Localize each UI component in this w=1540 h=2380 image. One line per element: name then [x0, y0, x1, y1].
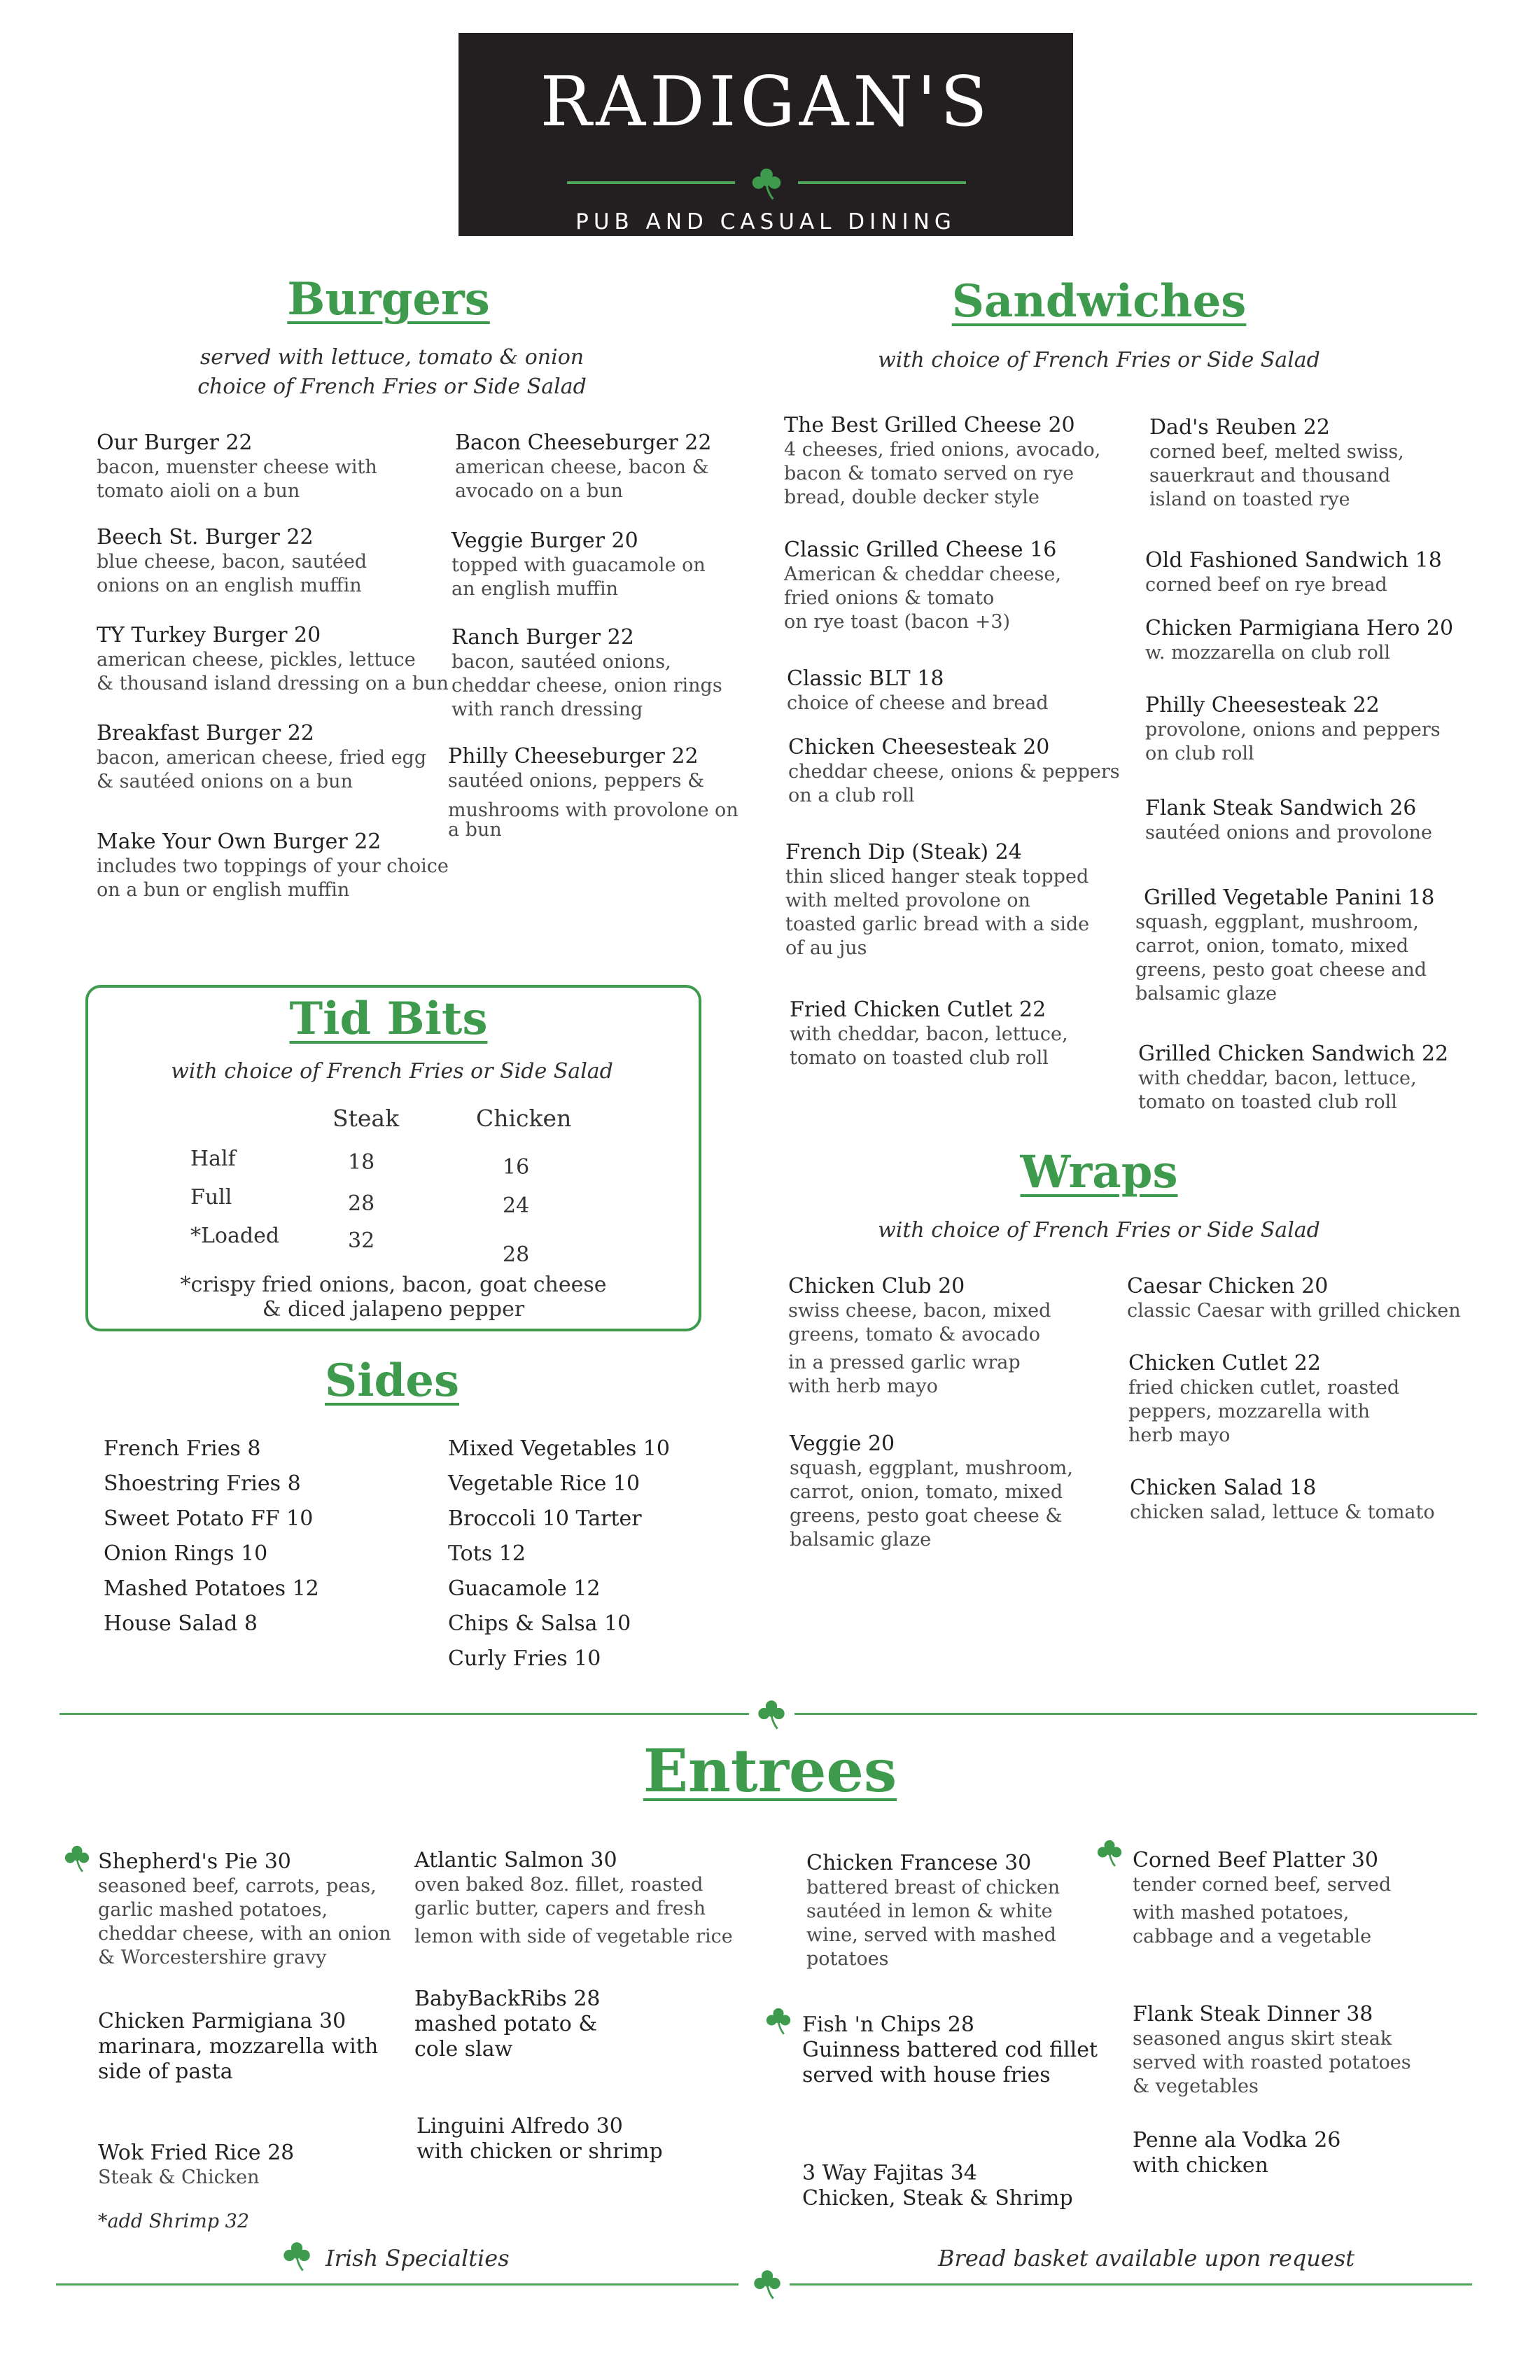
item-desc: on rye toast (bacon +3)	[784, 611, 1011, 633]
menu-item	[97, 830, 449, 902]
shamrock-icon	[280, 2239, 314, 2272]
logo-tagline: PUB AND CASUAL DINING	[575, 209, 956, 234]
item-desc: greens, pesto goat cheese and	[1135, 959, 1427, 981]
sides-heading: Sides	[324, 1354, 460, 1407]
item-desc: sautéed onions, peppers &	[448, 770, 705, 792]
item-desc: cheddar cheese, with an onion	[98, 1923, 391, 1945]
item-name: Fish 'n Chips 28	[802, 2012, 974, 2037]
item-desc: cheddar cheese, onion rings	[451, 675, 722, 696]
menu-item	[1128, 1351, 1399, 1448]
side-item: Sweet Potato FF 10	[104, 1506, 314, 1531]
item-desc: with cheddar, bacon, lettuce,	[1138, 1068, 1417, 1089]
item-desc: squash, eggplant, mushroom,	[790, 1457, 1073, 1479]
item-name: Make Your Own Burger 22	[97, 830, 382, 854]
menu-item	[97, 623, 449, 696]
item-desc: with ranch dressing	[451, 699, 643, 720]
menu-item	[1133, 2128, 1340, 2178]
tidbits-col-steak: Steak	[332, 1105, 400, 1132]
item-desc: bacon & tomato served on rye	[784, 463, 1074, 484]
item-desc: sautéed onions and provolone	[1145, 822, 1432, 844]
item-desc: greens, tomato & avocado	[788, 1324, 1041, 1345]
menu-item	[414, 1848, 733, 1949]
item-desc: provolone, onions and peppers	[1145, 719, 1441, 741]
menu-item	[1145, 796, 1432, 845]
item-desc: herb mayo	[1128, 1424, 1231, 1446]
item-desc: carrot, onion, tomato, mixed	[1135, 935, 1409, 957]
item-name: Corned Beef Platter 30	[1133, 1848, 1378, 1872]
item-name: Ranch Burger 22	[451, 625, 634, 650]
burgers-heading: Burgers	[287, 273, 490, 326]
item-name: Penne ala Vodka 26	[1133, 2128, 1341, 2152]
item-desc: american cheese, bacon &	[455, 456, 709, 478]
side-item: House Salad 8	[104, 1611, 258, 1636]
item-desc: side of pasta	[98, 2059, 233, 2084]
item-name: Shepherd's Pie 30	[98, 1849, 291, 1874]
item-name: Chicken Parmigiana Hero 20	[1145, 616, 1454, 640]
shamrock-icon	[750, 2267, 784, 2300]
shamrock-icon	[62, 1842, 92, 1873]
item-desc: bacon, sautéed onions,	[451, 651, 671, 673]
item-desc: potatoes	[806, 1948, 889, 1970]
item-desc: American & cheddar cheese,	[784, 564, 1061, 585]
burgers-note-2: choice of French Fries or Side Salad	[197, 374, 587, 399]
item-desc: with chicken	[1133, 2153, 1268, 2178]
item-desc: 4 cheeses, fried onions, avocado,	[784, 439, 1101, 461]
item-desc: greens, pesto goat cheese &	[790, 1505, 1063, 1527]
tidbits-steak-price: 28	[348, 1191, 375, 1216]
menu-item	[97, 525, 367, 598]
item-desc: squash, eggplant, mushroom,	[1135, 911, 1419, 933]
menu-item	[787, 666, 1049, 715]
menu-item	[806, 1851, 1060, 1971]
item-desc: w. mozzarella on club roll	[1145, 642, 1390, 664]
item-desc: with mashed potatoes,	[1133, 1902, 1350, 1924]
menu-item	[451, 528, 706, 601]
side-item: Onion Rings 10	[104, 1541, 268, 1566]
item-name: Chicken Club 20	[788, 1274, 965, 1298]
item-name: Breakfast Burger 22	[97, 721, 314, 746]
side-item: Tots 12	[448, 1541, 526, 1566]
item-name: Flank Steak Dinner 38	[1133, 2002, 1373, 2026]
item-name: The Best Grilled Cheese 20	[784, 413, 1075, 438]
item-desc: fried onions & tomato	[784, 587, 995, 609]
item-desc: onions on an english muffin	[97, 575, 362, 596]
menu-item	[451, 625, 722, 722]
tidbits-steak-price: 18	[348, 1150, 375, 1175]
item-desc: oven baked 8oz. fillet, roasted	[414, 1874, 704, 1896]
menu-item	[802, 2161, 1073, 2211]
menu-item	[1135, 886, 1435, 1006]
item-desc: garlic butter, capers and fresh	[414, 1898, 706, 1919]
item-desc: lemon with side of vegetable rice	[414, 1926, 733, 1947]
menu-item	[414, 1987, 601, 2062]
item-desc: seasoned angus skirt steak	[1133, 2028, 1392, 2050]
menu-item	[448, 744, 738, 842]
item-name: Chicken Cheesesteak 20	[788, 735, 1050, 760]
divider-line	[790, 2283, 1472, 2286]
item-desc: wine, served with mashed	[806, 1924, 1056, 1946]
item-name: Dad's Reuben 22	[1149, 415, 1330, 440]
item-desc: american cheese, pickles, lettuce	[97, 649, 416, 671]
item-name: Classic BLT 18	[787, 666, 944, 691]
tidbits-row-label: *Loaded	[190, 1224, 280, 1248]
side-item: Mashed Potatoes 12	[104, 1576, 319, 1601]
item-desc: served with house fries	[802, 2063, 1051, 2087]
logo-name: RADIGAN'S	[540, 62, 992, 142]
shamrock-icon	[755, 1697, 788, 1730]
bread-basket-note: Bread basket available upon request	[938, 2245, 1355, 2272]
item-desc: balsamic glaze	[1135, 983, 1278, 1004]
side-item: Shoestring Fries 8	[104, 1471, 301, 1496]
item-desc: corned beef on rye bread	[1145, 574, 1387, 596]
item-desc: sautéed in lemon & white	[806, 1900, 1053, 1922]
item-desc: corned beef, melted swiss,	[1149, 441, 1404, 463]
item-desc: Guinness battered cod fillet	[802, 2038, 1098, 2062]
item-desc: with herb mayo	[788, 1376, 938, 1397]
item-desc: bread, double decker style	[784, 486, 1040, 508]
item-desc: mushrooms with provolone on	[448, 799, 738, 821]
menu-item	[97, 721, 426, 794]
item-name: Beech St. Burger 22	[97, 525, 314, 550]
item-name: Philly Cheesesteak 22	[1145, 693, 1380, 718]
menu-item	[790, 997, 1068, 1070]
item-desc: avocado on a bun	[455, 480, 623, 502]
item-desc: cabbage and a vegetable	[1133, 1926, 1372, 1947]
item-desc: tomato on toasted club roll	[790, 1047, 1049, 1069]
item-desc: fried chicken cutlet, roasted	[1128, 1377, 1400, 1399]
item-desc: topped with guacamole on	[451, 554, 706, 576]
menu-item	[1138, 1042, 1448, 1114]
add-shrimp-note: *add Shrimp 32	[98, 2211, 249, 2232]
item-desc: carrot, onion, tomato, mixed	[790, 1481, 1063, 1503]
tidbits-row-label: Full	[190, 1185, 232, 1210]
item-desc: served with roasted potatoes	[1133, 2052, 1411, 2073]
item-name: French Dip (Steak) 24	[785, 840, 1022, 864]
item-name: Atlantic Salmon 30	[414, 1848, 617, 1872]
item-desc: with melted provolone on	[785, 890, 1030, 911]
logo-rule-right	[798, 181, 966, 184]
item-desc: seasoned beef, carrots, peas,	[98, 1875, 377, 1897]
item-name: Our Burger 22	[97, 430, 253, 455]
menu-item	[1130, 1476, 1435, 1525]
tidbits-row-label: Half	[190, 1147, 236, 1171]
shamrock-icon	[763, 2005, 794, 2036]
item-desc: tender corned beef, served	[1133, 1874, 1392, 1896]
menu-item	[1133, 2002, 1411, 2099]
item-name: Chicken Salad 18	[1130, 1476, 1317, 1500]
item-name: Veggie 20	[790, 1432, 895, 1456]
item-name: Grilled Vegetable Panini 18	[1144, 886, 1435, 910]
irish-specialties-note: Irish Specialties	[326, 2245, 510, 2272]
menu-item	[98, 2009, 378, 2085]
menu-item	[1149, 415, 1404, 512]
sandwiches-note: with choice of French Fries or Side Salad	[878, 348, 1320, 372]
menu-item	[788, 1274, 1051, 1399]
shamrock-icon	[1094, 1837, 1125, 1868]
item-name: Old Fashioned Sandwich 18	[1145, 548, 1442, 573]
item-name: Classic Grilled Cheese 16	[784, 538, 1057, 562]
item-name: Wok Fried Rice 28	[98, 2141, 295, 2165]
tidbits-steak-price: 32	[348, 1228, 375, 1253]
item-desc: chicken salad, lettuce & tomato	[1130, 1502, 1435, 1523]
item-name: Flank Steak Sandwich 26	[1145, 796, 1417, 820]
side-item: Broccoli 10 Tarter	[448, 1506, 642, 1531]
divider-line	[56, 2283, 738, 2286]
item-desc: tomato on toasted club roll	[1138, 1091, 1397, 1113]
side-item: Mixed Vegetables 10	[448, 1436, 670, 1461]
item-desc: includes two toppings of your choice	[97, 855, 449, 877]
tidbits-footnote: & diced jalapeno pepper	[262, 1297, 525, 1322]
menu-item	[802, 2012, 1098, 2088]
entrees-heading: Entrees	[643, 1736, 897, 1805]
item-desc: choice of cheese and bread	[787, 692, 1049, 714]
item-name: Philly Cheeseburger 22	[448, 744, 699, 769]
logo	[458, 33, 1073, 236]
menu-item	[1145, 693, 1441, 766]
menu-item	[790, 1432, 1073, 1552]
tidbits-footnote: *crispy fried onions, bacon, goat cheese	[180, 1273, 607, 1297]
item-desc: thin sliced hanger steak topped	[785, 866, 1089, 888]
item-desc: tomato aioli on a bun	[97, 480, 300, 502]
menu-item	[416, 2114, 663, 2164]
menu-item	[97, 430, 377, 503]
side-item: Vegetable Rice 10	[448, 1471, 640, 1496]
item-desc: on club roll	[1145, 743, 1254, 764]
menu-item	[1127, 1274, 1461, 1323]
item-name: Bacon Cheeseburger 22	[455, 430, 712, 455]
side-item: Guacamole 12	[448, 1576, 601, 1601]
item-desc: marinara, mozzarella with	[98, 2034, 379, 2059]
sandwiches-heading: Sandwiches	[951, 275, 1247, 328]
item-name: Chicken Francese 30	[806, 1851, 1032, 1875]
item-name: Chicken Cutlet 22	[1128, 1351, 1321, 1376]
item-desc: with chicken or shrimp	[416, 2139, 663, 2164]
wraps-note: with choice of French Fries or Side Salad	[878, 1218, 1320, 1242]
divider-line	[794, 1713, 1477, 1715]
tidbits-col-chicken: Chicken	[476, 1105, 572, 1132]
menu-item	[1133, 1848, 1391, 1949]
item-desc: island on toasted rye	[1149, 489, 1350, 510]
item-desc: peppers, mozzarella with	[1128, 1401, 1370, 1422]
menu-item	[784, 413, 1100, 510]
menu-item	[98, 1849, 391, 1970]
item-desc: in a pressed garlic wrap	[788, 1352, 1021, 1373]
side-item: French Fries 8	[104, 1436, 261, 1461]
item-desc: & vegetables	[1133, 2076, 1259, 2097]
side-item: Curly Fries 10	[448, 1646, 601, 1671]
item-desc: blue cheese, bacon, sautéed	[97, 551, 368, 573]
item-desc: an english muffin	[451, 578, 619, 600]
item-desc: battered breast of chicken	[806, 1877, 1060, 1898]
menu-item	[785, 840, 1089, 960]
item-desc: garlic mashed potatoes,	[98, 1899, 328, 1921]
item-desc: toasted garlic bread with a side	[785, 913, 1090, 935]
menu-item	[784, 538, 1061, 634]
tidbits-heading: Tid Bits	[289, 993, 488, 1045]
tidbits-note: with choice of French Fries or Side Salad	[171, 1059, 613, 1084]
item-desc: with cheddar, bacon, lettuce,	[790, 1023, 1068, 1045]
side-item: Chips & Salsa 10	[448, 1611, 631, 1636]
menu-item	[1145, 616, 1453, 665]
item-name: Fried Chicken Cutlet 22	[790, 997, 1046, 1022]
item-desc: classic Caesar with grilled chicken	[1127, 1300, 1461, 1322]
item-desc: Steak & Chicken	[98, 2166, 260, 2188]
shamrock-icon	[742, 164, 791, 201]
burgers-note-1: served with lettuce, tomato & onion	[200, 345, 584, 370]
item-desc: swiss cheese, bacon, mixed	[788, 1300, 1051, 1322]
item-desc: cole slaw	[414, 2037, 513, 2062]
item-desc: a bun	[448, 819, 502, 841]
menu-item	[98, 2141, 294, 2190]
logo-rule-left	[567, 181, 735, 184]
divider-line	[59, 1713, 749, 1715]
item-desc: bacon, american cheese, fried egg	[97, 747, 427, 769]
tidbits-chicken-price: 24	[503, 1194, 530, 1218]
item-desc: balsamic glaze	[790, 1529, 932, 1550]
item-desc: sauerkraut and thousand	[1149, 465, 1391, 486]
item-name: Linguini Alfredo 30	[416, 2114, 623, 2138]
item-name: Chicken Parmigiana 30	[98, 2009, 346, 2033]
item-desc: & Worcestershire gravy	[98, 1947, 327, 1968]
item-desc: Chicken, Steak & Shrimp	[802, 2186, 1073, 2211]
wraps-heading: Wraps	[1020, 1146, 1178, 1198]
menu-item	[455, 430, 711, 503]
item-name: BabyBackRibs 28	[414, 1987, 601, 2011]
item-desc: & thousand island dressing on a bun	[97, 673, 449, 694]
item-name: 3 Way Fajitas 34	[802, 2161, 977, 2185]
item-desc: of au jus	[785, 937, 867, 959]
item-desc: & sautéed onions on a bun	[97, 771, 353, 792]
tidbits-chicken-price: 28	[503, 1242, 530, 1267]
item-desc: on a club roll	[788, 785, 915, 806]
item-name: TY Turkey Burger 20	[97, 623, 321, 648]
item-desc: mashed potato &	[414, 2012, 598, 2036]
item-name: Veggie Burger 20	[451, 528, 638, 553]
tidbits-chicken-price: 16	[503, 1155, 530, 1180]
item-name: Grilled Chicken Sandwich 22	[1138, 1042, 1449, 1066]
menu-item	[788, 735, 1120, 808]
item-desc: bacon, muenster cheese with	[97, 456, 377, 478]
item-desc: on a bun or english muffin	[97, 879, 350, 901]
item-name: Caesar Chicken 20	[1127, 1274, 1329, 1298]
item-desc: cheddar cheese, onions & peppers	[788, 761, 1120, 783]
menu-item	[1145, 548, 1442, 597]
